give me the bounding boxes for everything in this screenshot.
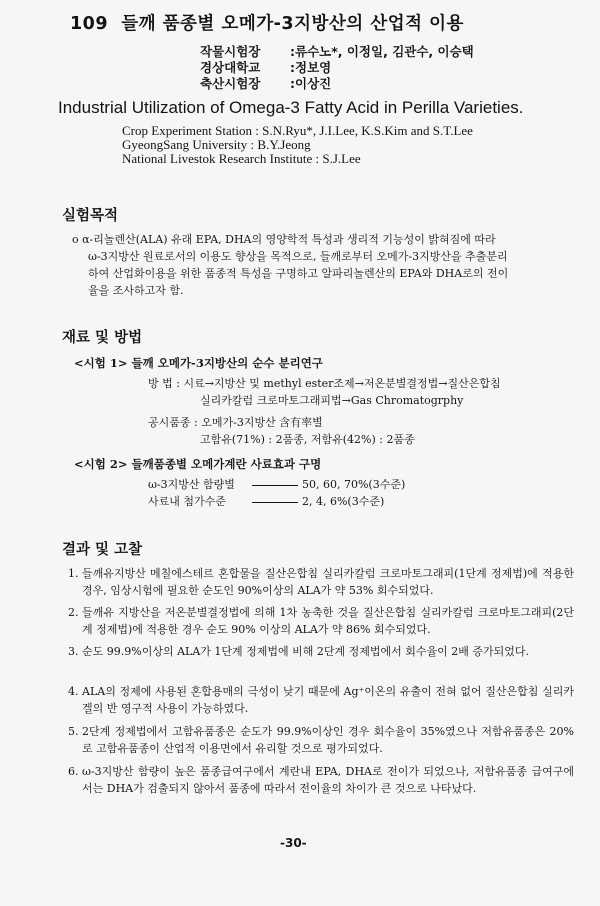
author-row: National Livestok Research Institute : S.J.Lee — [122, 151, 361, 166]
author-names: B.Y.Jeong — [257, 137, 311, 152]
author-row: 작물시험장 :류수노*, 이정일, 김관수, 이승택 — [200, 44, 474, 59]
variety-text: 오메가-3지방산 含有率별 — [201, 416, 323, 429]
objective-line: 하여 산업화이용을 위한 품종적 특성을 구명하고 알파리놀렌산의 EPA와 DHA로의 전이 — [88, 267, 509, 280]
method-row — [148, 375, 501, 392]
result-text: ω-3지방산 함량이 높은 품종급여구에서 계란내 EPA, DHA로 전이가 되었으나, 저함유품종 급여구에서는 DHA가 검출되지 않아서 품종에 따라서 전이율의 차이가 큰 것으로 나타났다. — [82, 765, 574, 795]
result-text: 2단계 정제법에서 고함유품종은 순도가 99.9%이상인 경우 회수율이 35%였으나 저함유품종은 20%로 고함유품종이 산업적 이용면에서 유리할 것으로 평가되었다. — [82, 725, 574, 755]
dash-line — [252, 485, 298, 486]
variety-row — [148, 414, 323, 431]
author-row: 경상대학교 :정보영 — [200, 60, 332, 75]
result-text: ALA의 정제에 사용된 혼합용매의 극성이 낮기 때문에 Ag⁺이온의 유출이 전혀 없어 질산은합침 실리카겔의 반 영구적 사용이 가능하였다. — [82, 685, 574, 715]
variety-label: 공시품종 : — [148, 416, 198, 429]
result-number: 1. — [68, 567, 79, 580]
korean-authors — [200, 44, 474, 92]
result-item — [68, 565, 574, 599]
result-item — [68, 643, 574, 660]
result-number: 6. — [68, 765, 79, 778]
result-number: 2. — [68, 606, 79, 619]
objective-line: 율을 조사하고자 함. — [88, 284, 184, 297]
result-item — [68, 723, 574, 757]
trial2-row-label: 사료내 첨가수준 — [148, 495, 226, 508]
trial1-label: <시험 1> 들깨 오메가-3지방산의 순수 분리연구 — [74, 356, 323, 370]
trial2-label: <시험 2> 들깨품종별 오메가계란 사료효과 구명 — [74, 457, 322, 471]
author-names: S.N.Ryu*, J.I.Lee, K.S.Kim and S.T.Lee — [262, 123, 473, 138]
result-number: 3. — [68, 645, 79, 658]
result-text: 들깨유 지방산을 저온분별결정법에 의해 1차 농축한 것을 질산은합침 실리카칼럼 크로마토그래피(2단계 정제법)에 적용한 경우 순도 90% 이상의 ALA가 약 86% 회수되었다. — [82, 606, 574, 636]
english-title: Industrial Utilization of Omega-3 Fatty Acid in Perilla Varieties. — [58, 98, 524, 117]
result-item — [68, 763, 574, 797]
result-number: 5. — [68, 725, 79, 738]
trial2-row-value: 2, 4, 6%(3수준) — [302, 495, 385, 508]
author-names: 류수노*, 이정일, 김관수, 이승택 — [295, 44, 474, 59]
methods-heading: 재료 및 방법 — [62, 330, 143, 346]
trial2-row — [148, 476, 405, 493]
author-institution: 작물시험장 — [200, 44, 261, 59]
trial2-row-label: ω-3지방산 함량별 — [148, 478, 235, 491]
method-text: 시료→지방산 및 methyl ester조제→저온분별결정법→질산은합침 — [183, 377, 501, 390]
author-row: Crop Experiment Station : S.N.Ryu*, J.I.Lee, K.S.Kim and S.T.Lee — [122, 123, 473, 138]
author-institution: 축산시험장 — [200, 76, 261, 91]
author-names: S.J.Lee — [322, 151, 361, 166]
trial2-row-value: 50, 60, 70%(3수준) — [302, 478, 406, 491]
results-heading: 결과 및 고찰 — [62, 542, 143, 558]
result-item — [68, 604, 574, 638]
author-institution: GyeongSang University — [122, 137, 248, 152]
page-title — [70, 10, 590, 35]
objective-heading: 실험목적 — [62, 208, 119, 224]
method-label: 방 법 : — [148, 377, 180, 390]
variety-text-2: 고함유(71%) : 2품종, 저함유(42%) : 2품종 — [200, 433, 415, 446]
result-text: 들깨유지방산 메칠에스테르 혼합물을 질산은합침 실리카칼럼 크로마토그래피(1단계 정제법)에 적용한 경우, 임상시험에 필요한 순도인 90%이상의 ALA가 약 53% 회수되었다. — [82, 567, 574, 597]
result-number: 4. — [68, 685, 79, 698]
result-text: 순도 99.9%이상의 ALA가 1단계 정제법에 비해 2단계 정제법에서 회수율이 2배 증가되었다. — [82, 645, 529, 658]
author-institution: 경상대학교 — [200, 60, 261, 75]
result-item — [68, 683, 574, 717]
author-row: GyeongSang University : B.Y.Jeong — [122, 137, 311, 152]
dash-line — [252, 502, 298, 503]
objective-line: ω-3지방산 원료로서의 이용도 향상을 목적으로, 들깨로부터 오메가-3지방산을 추출분리 — [88, 250, 508, 263]
method-text-2: 실리카칼럼 크로마토그래피법→Gas Chromatogrphy — [200, 394, 464, 407]
english-authors — [122, 124, 473, 166]
objective-paragraph — [72, 231, 578, 299]
korean-title: 들깨 품종별 오메가-3지방산의 산업적 이용 — [121, 14, 464, 34]
trial2-row — [148, 493, 384, 510]
page-number: -30- — [280, 836, 307, 850]
objective-line: o α-리놀렌산(ALA) 유래 EPA, DHA의 영양학적 특성과 생리적 기능성이 밝혀짐에 따라 — [72, 233, 496, 246]
author-institution: Crop Experiment Station — [122, 123, 252, 138]
author-names: 이상진 — [295, 76, 332, 91]
author-row: 축산시험장 :이상진 — [200, 76, 332, 91]
paper-number: 109 — [70, 14, 109, 34]
author-institution: National Livestok Research Institute — [122, 151, 313, 166]
author-names: 정보영 — [295, 60, 332, 75]
